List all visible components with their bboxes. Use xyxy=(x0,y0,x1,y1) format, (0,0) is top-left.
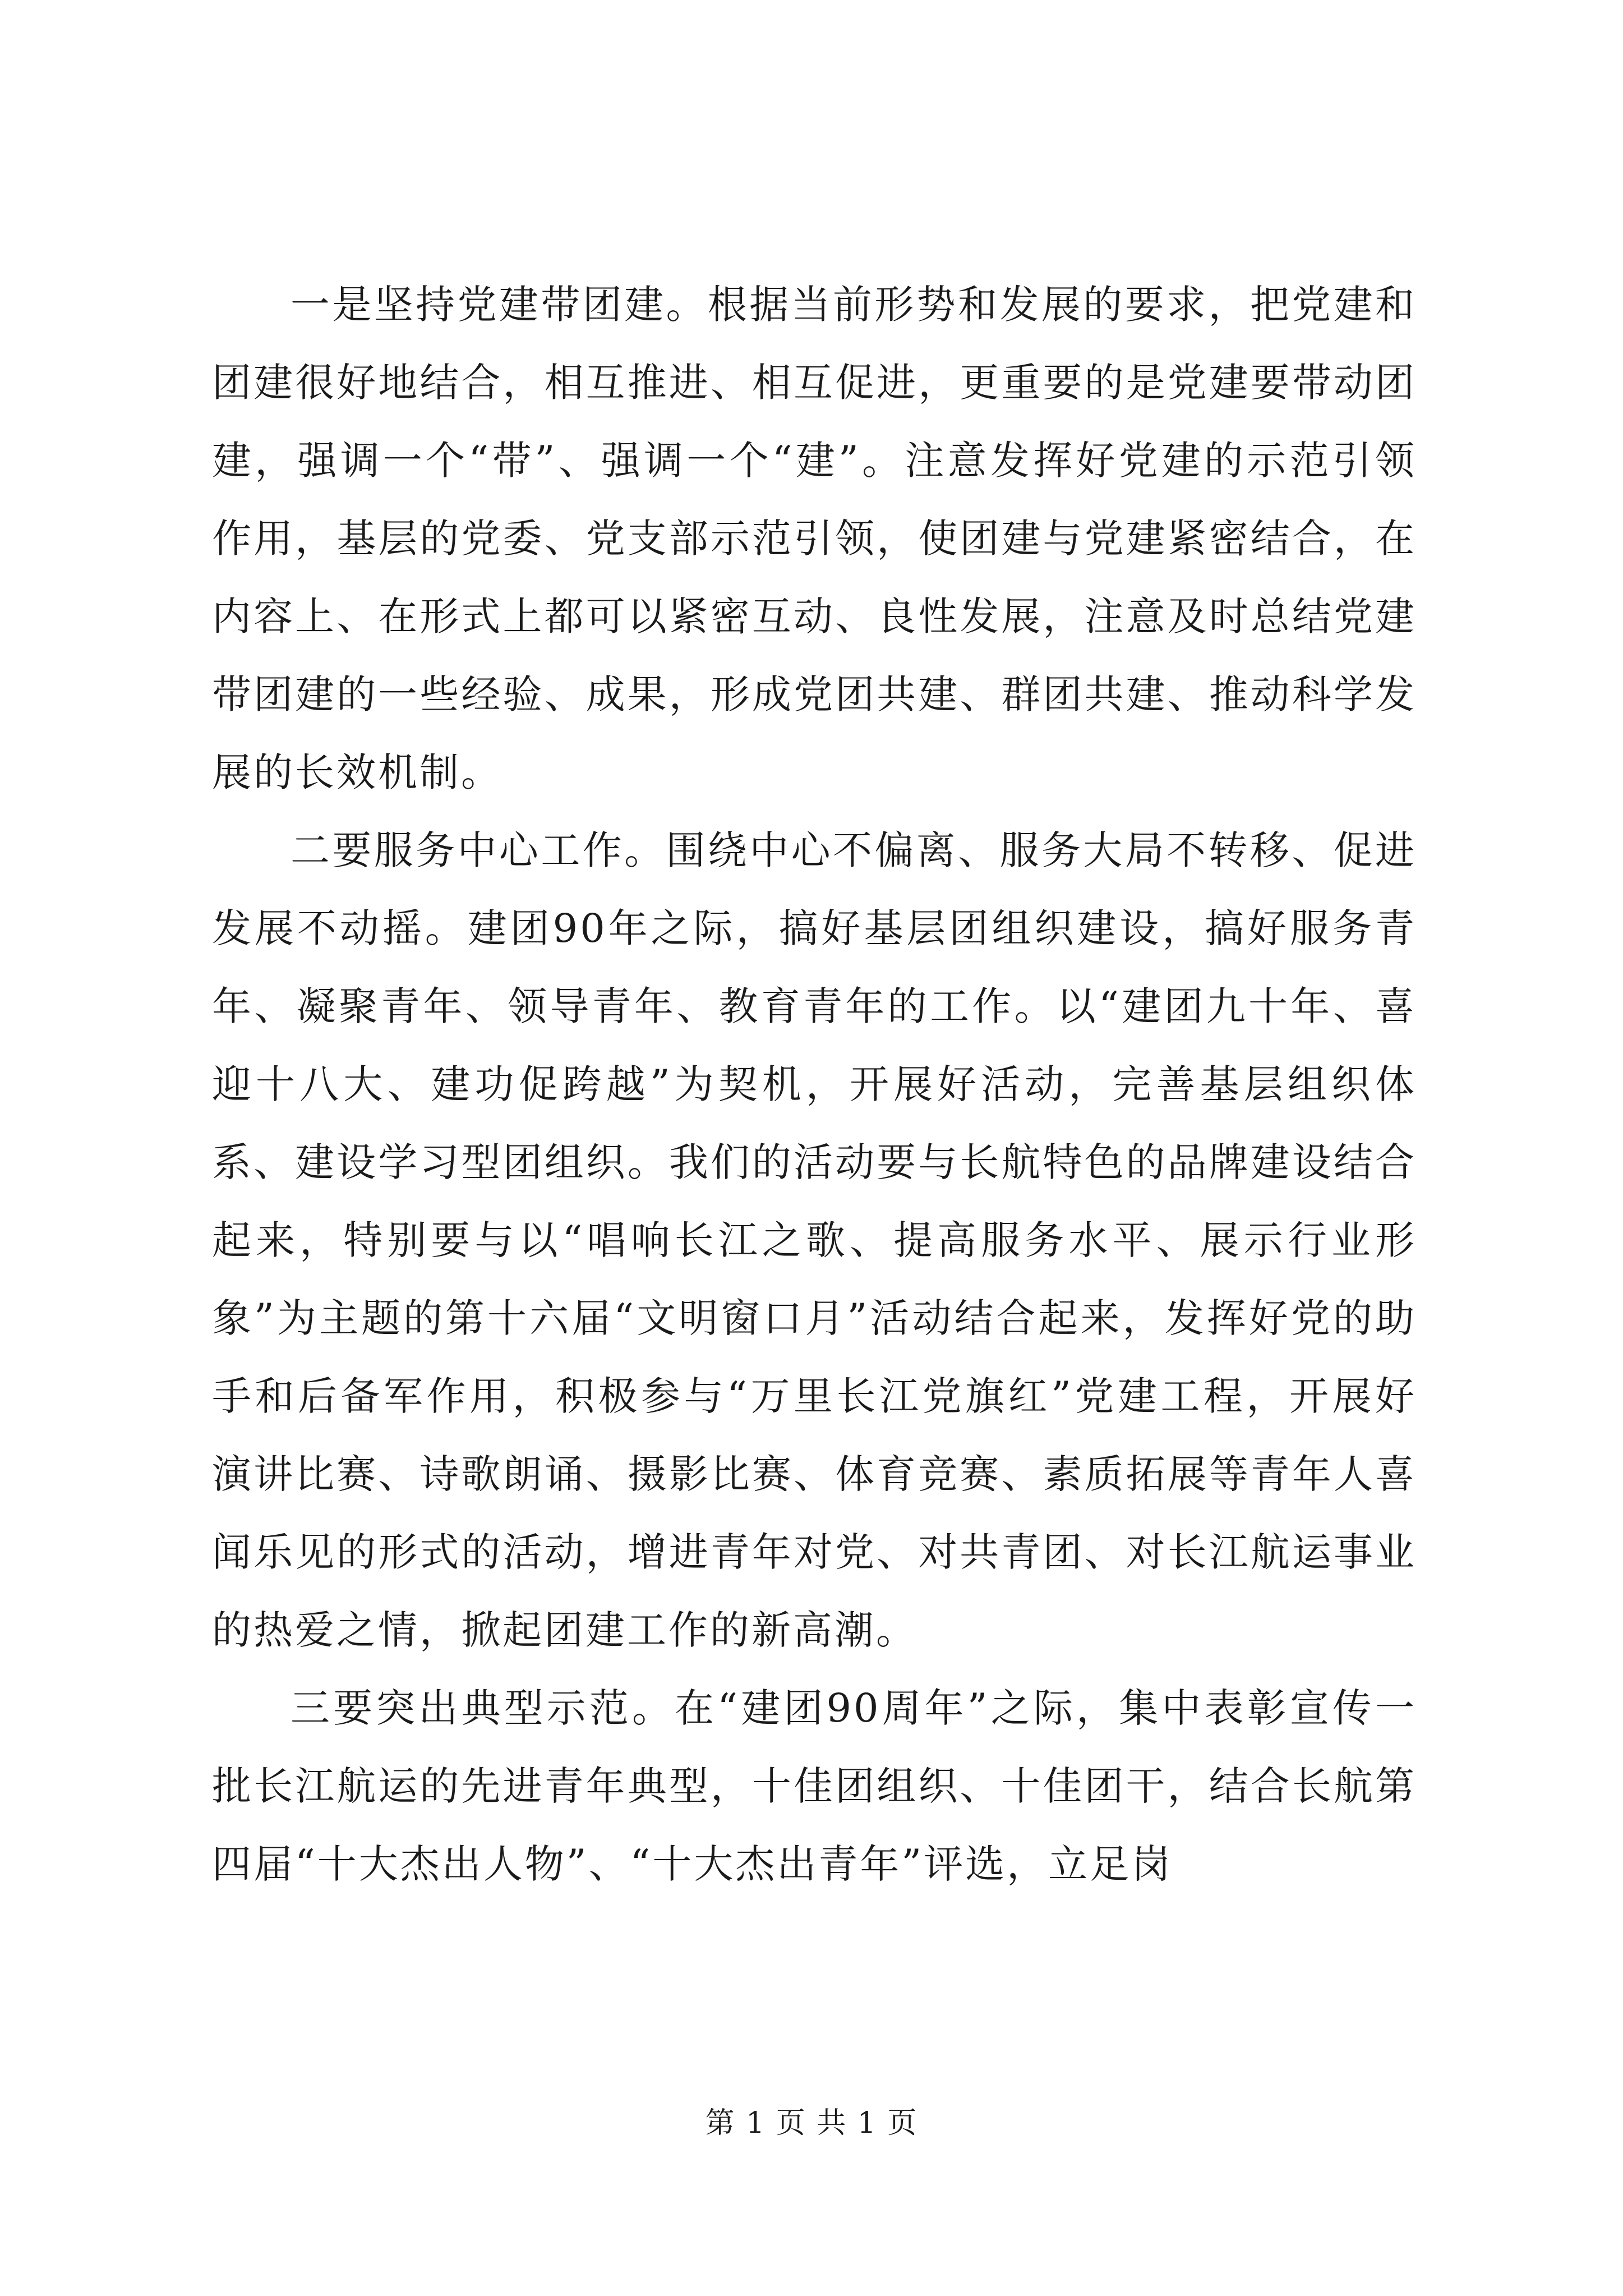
page-number-label: 第 1 页 共 1 页 xyxy=(705,2106,918,2140)
document-body xyxy=(212,266,1417,1903)
paragraph-2: 二要服务中心工作。围绕中心不偏离、服务大局不转移、促进发展不动摇。建团90年之际，搞好基层团组织建设，搞好服务青年、凝聚青年、领导青年、教育青年的工作。以“建团九十年、喜迎十八大、建功促跨越”为契机，开展好活动，完善基层组织体系、建设学习型团组织。我们的活动要与长航特色的品牌建设结合起来，特别要与以“唱响长江之歌、提高服务水平、展示行业形象”为主题的第十六届“文明窗口月”活动结合起来，发挥好党的助手和后备军作用，积极参与“万里长江党旗红”党建工程，开展好演讲比赛、诗歌朗诵、摄影比赛、体育竞赛、素质拓展等青年人喜闻乐见的形式的活动，增进青年对党、对共青团、对长江航运事业的热爱之情，掀起团建工作的新高潮。 xyxy=(212,827,1417,1653)
page-footer xyxy=(0,2104,1623,2143)
paragraph-1: 一是坚持党建带团建。根据当前形势和发展的要求，把党建和团建很好地结合，相互推进、相互促进，更重要的是党建要带动团建，强调一个“带”、强调一个“建”。注意发挥好党建的示范引领作用，基层的党委、党支部示范引领，使团建与党建紧密结合，在内容上、在形式上都可以紧密互动、良性发展，注意及时总结党建带团建的一些经验、成果，形成党团共建、群团共建、推动科学发展的长效机制。 xyxy=(212,282,1417,795)
paragraph-3: 三要突出典型示范。在“建团90周年”之际，集中表彰宣传一批长江航运的先进青年典型，十佳团组织、十佳团干，结合长航第四届“十大杰出人物”、“十大杰出青年”评选，立足岗 xyxy=(212,1685,1417,1887)
